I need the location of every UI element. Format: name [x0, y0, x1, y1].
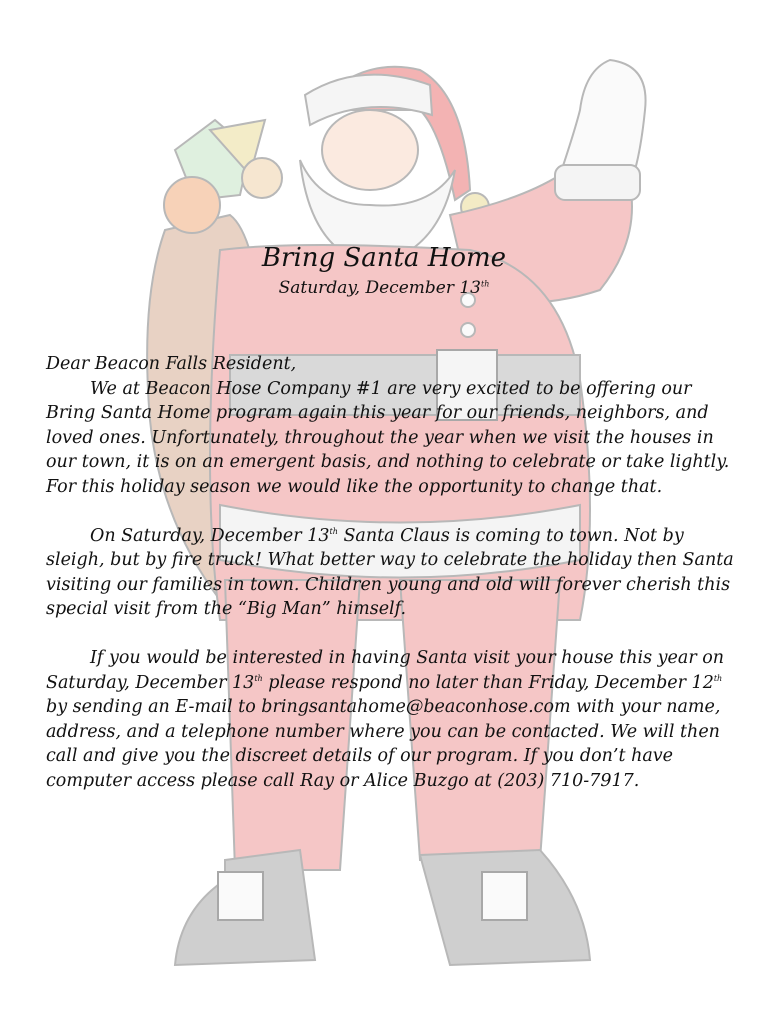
paragraph-signup: [46, 646, 736, 794]
paragraph-event: [46, 524, 736, 622]
paragraph-signup-ordinal-2: th: [713, 673, 723, 683]
paragraph-event-text-a: On Saturday, December 13: [90, 525, 330, 546]
paragraph-intro-text: We at Beacon Hose Company #1 are very excited to be offering our Bring Santa Home program again this year for our friends, neighbors, and loved ones. Unfortunately, throughout the year when we visit the houses in our town, it is on an emergent basis, and nothing to celebrate or take lightly. For this holiday season we would like the opportunity to change that.: [46, 378, 730, 497]
paragraph-event-text-b: Santa Claus is coming to town. Not by sleigh, but by fire truck! What better way to celebrate the holiday then Santa visiting our families in town. Children young and old will forever cherish this special visit from the “Big Man” himself.: [46, 525, 734, 620]
paragraph-event-ordinal: th: [329, 526, 338, 536]
letter-body: [46, 352, 736, 794]
paragraph-intro: [46, 377, 736, 500]
date-ordinal: th: [480, 279, 490, 289]
paragraph-signup-text-a: If you would be interested in having Santa visit your house this year on Saturday, December 13: [46, 647, 725, 693]
greeting: Dear Beacon Falls Resident,: [46, 354, 297, 374]
paragraph-signup-ordinal-1: th: [254, 673, 263, 683]
event-date: [0, 278, 768, 298]
page-title: Bring Santa Home: [261, 243, 507, 273]
paragraph-signup-text-b: please respond no later than Friday, December 12: [262, 672, 714, 693]
event-date-text: Saturday, December 13: [278, 278, 481, 298]
paragraph-signup-text-c: by sending an E-mail to bringsantahome@beaconhose.com with your name, address, and a telephone number where you can be contacted. We will then call and give you the discreet details of our program. If you don’t have computer access please call Ray or Alice Buzgo at (203) 710-7917.: [46, 697, 721, 791]
